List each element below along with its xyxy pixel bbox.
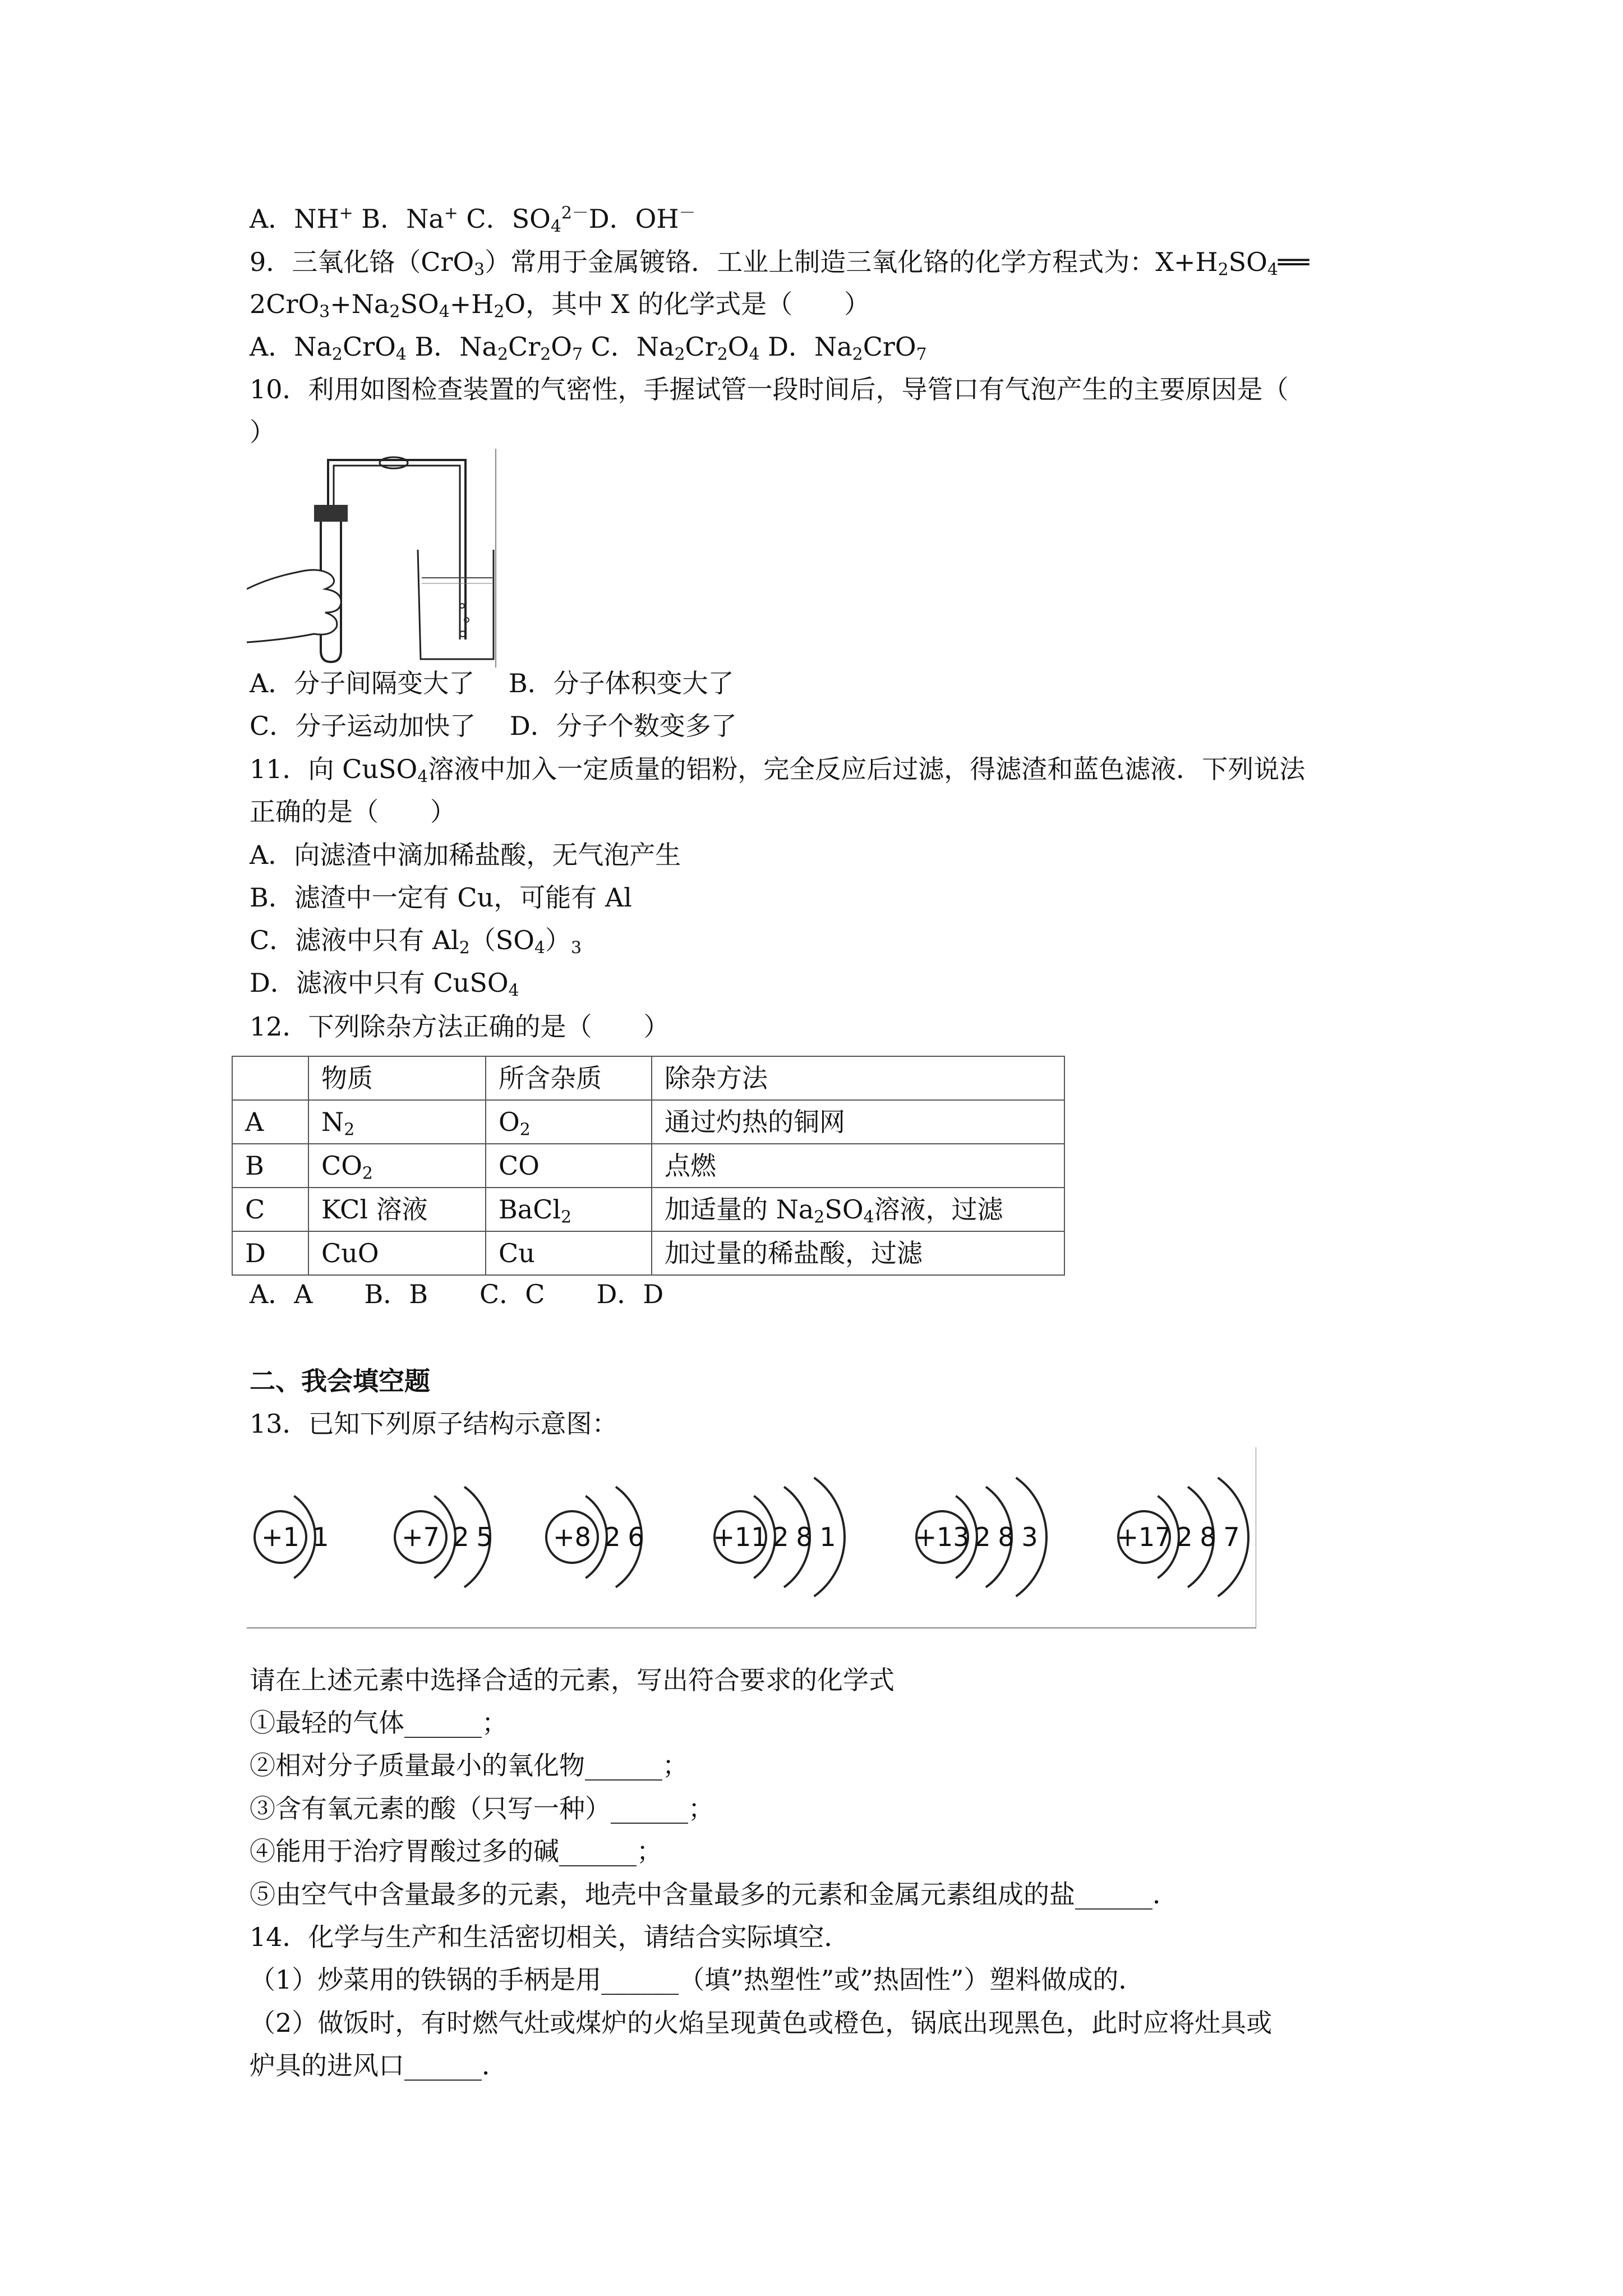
table-cell: CuO <box>308 1231 486 1275</box>
electron-count: 1 <box>312 1522 329 1552</box>
table-row <box>232 1231 1064 1275</box>
table-cell: $CO_2$ <box>308 1144 486 1188</box>
table-cell: C <box>232 1188 308 1231</box>
section-heading: 二、我会填空题 <box>250 1366 430 1396</box>
nucleus-charge: +7 <box>402 1522 440 1552</box>
table-cell: 除杂方法 <box>652 1056 1064 1100</box>
q14-title: 14．化学与生产和生活密切相关，请结合实际填空． <box>250 1922 850 1952</box>
table-cell: KCl 溶液 <box>308 1188 486 1231</box>
table-cell: D <box>232 1231 308 1275</box>
nucleus-charge: +8 <box>553 1522 591 1552</box>
table-cell: $O_2$ <box>486 1100 652 1144</box>
electron-count: 5 <box>476 1522 493 1552</box>
q8-options: A．NH+ B．Na+ C．$SO_4^{2-}D$．OH－ <box>250 203 696 237</box>
q14-item-2b: 炉具的进风口______． <box>250 2050 508 2081</box>
q13-item-3: ③含有氧元素的酸（只写一种）______； <box>250 1793 714 1824</box>
table-cell: CO <box>486 1144 652 1188</box>
table-cell: 加过量的稀盐酸，过滤 <box>652 1231 1064 1275</box>
electron-count: 8 <box>1200 1522 1216 1552</box>
q12-title: 12．下列除杂方法正确的是（ ） <box>250 1011 670 1042</box>
q9-line-2: $2CrO_3+Na_2SO_4+H_2O$，其中 X 的化学式是（ ） <box>250 289 870 322</box>
table-cell: 物质 <box>308 1056 486 1100</box>
nucleus-charge: +17 <box>1117 1522 1172 1552</box>
q10-line-2: ） <box>250 417 275 447</box>
table-cell: A <box>232 1100 308 1144</box>
electron-count: 3 <box>1021 1522 1038 1552</box>
electron-count: 8 <box>998 1522 1015 1552</box>
q9-line-1: 9．三氧化铬（CrO$_3$）常用于金属镀铬．工业上制造三氧化铬的化学方程式为：$X+H_2SO_4══$ <box>250 247 1310 280</box>
atom-diagram <box>915 1478 1046 1596</box>
q11-option-a: A．向滤渣中滴加稀盐酸，无气泡产生 <box>250 840 681 870</box>
electron-count: 2 <box>604 1522 621 1552</box>
table-header-row <box>232 1056 1064 1100</box>
table-row <box>232 1188 1064 1231</box>
q12-options: A．A B．B C．C D．D <box>250 1279 664 1309</box>
atom-diagram <box>546 1487 644 1588</box>
airtightness-apparatus-figure <box>247 449 505 673</box>
table-cell: Cu <box>486 1231 652 1275</box>
electron-count: 2 <box>1176 1522 1193 1552</box>
q11-option-d: D．滤液中只有 CuSO$_4$ <box>250 968 519 1001</box>
electron-count: 2 <box>453 1522 469 1552</box>
atom-diagram <box>255 1496 329 1578</box>
q11-option-c: C．滤液中只有 $Al_2(SO_4)_3$ <box>250 925 582 958</box>
electron-count: 1 <box>819 1522 836 1552</box>
electron-count: 2 <box>772 1522 789 1552</box>
q10-line-1: 10．利用如图检查装置的气密性，手握试管一段时间后，导管口有气泡产生的主要原因是（ <box>250 374 1289 404</box>
table-cell: 加适量的 $Na_2SO_4$溶液，过滤 <box>652 1188 1064 1231</box>
atom-diagram <box>1117 1478 1248 1596</box>
q13-item-2: ②相对分子质量最小的氧化物______； <box>250 1750 688 1780</box>
q13-item-1: ①最轻的气体______； <box>250 1708 508 1738</box>
nucleus-charge: +13 <box>915 1522 970 1552</box>
table-cell: $N_2$ <box>308 1100 486 1144</box>
table-cell: B <box>232 1144 308 1188</box>
q13-intro: 请在上述元素中选择合适的元素，写出符合要求的化学式 <box>250 1665 895 1695</box>
table-cell: 所含杂质 <box>486 1056 652 1100</box>
q13-item-4: ④能用于治疗胃酸过多的碱______； <box>250 1836 662 1866</box>
q14-item-2a: （2）做饭时，有时燃气灶或煤炉的火焰呈现黄色或橙色，锅底出现黑色，此时应将灶具或 <box>250 2008 1272 2038</box>
q9-options: A．$Na_2CrO_4$ B．$Na_2Cr_2O_7$ C．$Na_2Cr_2O_4$ D．$Na_2CrO_7$ <box>250 332 927 365</box>
table-cell: 通过灼热的铜网 <box>652 1100 1064 1144</box>
q11-option-b: B．滤渣中一定有 Cu，可能有 Al <box>250 882 632 913</box>
q12-table <box>232 1056 1065 1276</box>
electron-count: 6 <box>628 1522 644 1552</box>
q14-item-1: （1）炒菜用的铁锅的手柄是用______（填”热塑性”或”热固性”）塑料做成的． <box>250 1964 1145 1995</box>
q13-item-5: ⑤由空气中含量最多的元素，地壳中含量最多的元素和金属元素组成的盐______． <box>250 1879 1178 1910</box>
table-cell <box>232 1056 308 1100</box>
q11-line-1: 11．向 CuSO$_4$溶液中加入一定质量的铝粉，完全反应后过滤，得滤渣和蓝色滤液．下列说法 <box>250 754 1306 787</box>
nucleus-charge: +11 <box>713 1522 768 1552</box>
nucleus-charge: +1 <box>261 1522 299 1552</box>
atom-structure-diagrams <box>247 1447 1256 1632</box>
q13-title: 13．已知下列原子结构示意图： <box>250 1409 618 1439</box>
electron-count: 7 <box>1223 1522 1240 1552</box>
table-row <box>232 1144 1064 1188</box>
q10-options-cd: C．分子运动加快了 D．分子个数变多了 <box>250 711 737 741</box>
electron-count: 8 <box>796 1522 813 1552</box>
table-row <box>232 1100 1064 1144</box>
q10-options-ab: A．分子间隔变大了 B．分子体积变大了 <box>250 668 734 698</box>
table-cell: 点燃 <box>652 1144 1064 1188</box>
atom-diagram <box>713 1478 845 1596</box>
table-cell: BaCl$_2$ <box>486 1188 652 1231</box>
q11-line-2: 正确的是（ ） <box>250 797 456 827</box>
atom-diagram <box>395 1487 493 1588</box>
electron-count: 2 <box>974 1522 991 1552</box>
